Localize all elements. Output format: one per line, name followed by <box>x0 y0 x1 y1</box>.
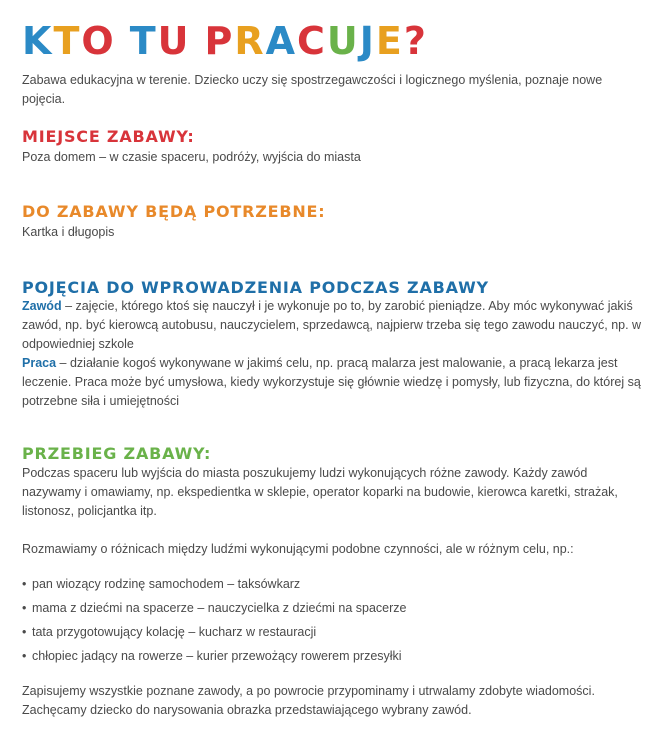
concept-item <box>22 297 647 354</box>
title-letter: K <box>22 19 54 63</box>
title-letter <box>190 18 204 64</box>
course-paragraph-3: Zapisujemy wszystkie poznane zawody, a po powrocie przypominamy i utrwalamy zdobyte wiadomości. Zachęcamy dziecko do narysowania obrazka przedstawiającego wybrany zawód. <box>22 684 595 717</box>
section-heading-place: MIEJSCE ZABAWY: <box>22 127 195 146</box>
title-letter: P <box>204 19 235 63</box>
page-title <box>22 18 428 64</box>
place-text: Poza domem – w czasie spaceru, podróży, wyjścia do miasta <box>22 150 361 164</box>
list-item <box>22 596 647 620</box>
concept-definition: – zajęcie, którego ktoś się nauczył i je wykonuje po to, by zarobić pieniądze. Aby móc wykonywać jakiś zawód, np. być kierowcą autobusu, nauczycielem, sprzedawcą, najpierw trzeba się tego zawodu nauczyć, np. w odpowiedniej szkole <box>22 299 642 351</box>
title-letter: R <box>234 19 266 63</box>
intro-block <box>22 71 647 109</box>
list-item <box>22 620 647 644</box>
list-item <box>22 572 647 596</box>
list-item <box>22 644 647 668</box>
title-letter: ? <box>403 19 428 63</box>
bullet-icon: • <box>22 577 27 591</box>
section-body-needed <box>22 223 647 242</box>
title-letter: U <box>326 19 360 63</box>
section-body-place <box>22 148 647 167</box>
needed-text: Kartka i długopis <box>22 225 115 239</box>
course-paragraph-2: Rozmawiamy o różnicach między ludźmi wykonującymi podobne czynności, ale w różnym celu, np.: <box>22 542 574 556</box>
intro-text: Zabawa edukacyjna w terenie. Dziecko uczy się spostrzegawczości i logicznego myślenia, poznaje nowe pojęcia. <box>22 73 603 106</box>
bullet-icon: • <box>22 649 27 663</box>
section-heading-needed: DO ZABAWY BĘDĄ POTRZEBNE: <box>22 202 326 221</box>
title-letter: U <box>157 19 191 63</box>
concept-item <box>22 354 647 411</box>
section-heading-course: PRZEBIEG ZABAWY: <box>22 444 212 463</box>
bullet-icon: • <box>22 625 27 639</box>
title-letter <box>116 18 130 64</box>
course-bullet-list <box>22 572 647 668</box>
section-heading-concepts: POJĘCIA DO WPROWADZENIA PODCZAS ZABAWY <box>22 278 489 297</box>
section-body-concepts <box>22 297 647 411</box>
title-letter: E <box>375 19 404 63</box>
title-letter: J <box>359 19 376 63</box>
section-body-course <box>22 464 647 720</box>
title-letter: A <box>265 19 298 63</box>
concept-definition: – działanie kogoś wykonywane w jakimś celu, np. pracą malarza jest malowanie, a pracą lekarza jest leczenie. Praca może być umysłowa, kiedy wykorzystuje się głównie wiedzę i pomysły, lub fizyczna, do której są potrzebne siła i umiejętności <box>22 356 641 408</box>
list-item-text: chłopiec jadący na rowerze – kurier przewożący rowerem przesyłki <box>32 649 402 663</box>
concept-term: Zawód <box>22 299 62 313</box>
list-item-text: pan wiozący rodzinę samochodem – taksówkarz <box>32 577 301 591</box>
title-letter: T <box>53 19 82 63</box>
title-letter: O <box>81 19 116 63</box>
bullet-icon: • <box>22 601 27 615</box>
list-item-text: mama z dziećmi na spacerze – nauczycielka z dziećmi na spacerze <box>32 601 407 615</box>
concept-term: Praca <box>22 356 57 370</box>
course-paragraph-1: Podczas spaceru lub wyjścia do miasta poszukujemy ludzi wykonujących różne zawody. Każdy zawód nazywamy i omawiamy, np. ekspedientka w sklepie, operator koparki na budowie, kierowca karetki, strażak, listonosz, policjantka itp. <box>22 466 618 518</box>
list-item-text: tata przygotowujący kolację – kucharz w restauracji <box>32 625 317 639</box>
title-letter: C <box>297 19 327 63</box>
title-letter: T <box>129 19 158 63</box>
